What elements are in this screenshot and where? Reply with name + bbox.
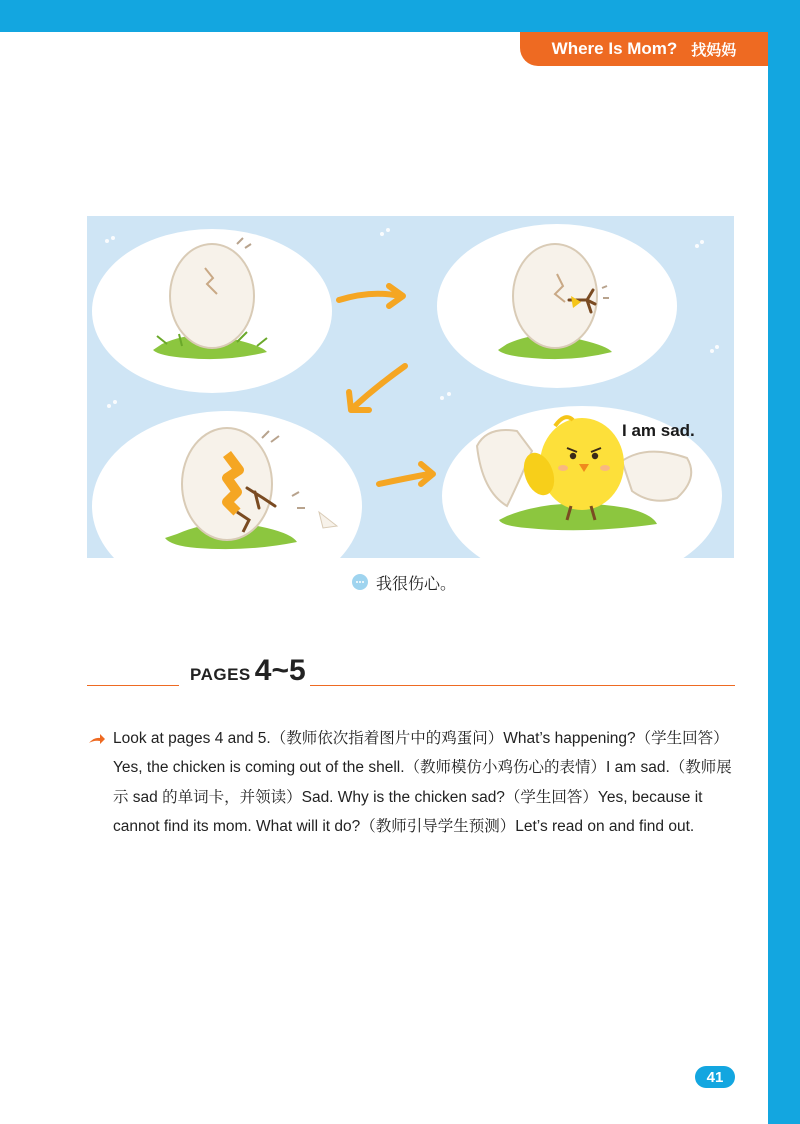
right-border-band — [768, 0, 800, 1124]
caption — [352, 570, 456, 594]
section-heading — [190, 654, 306, 694]
section-rule-left — [87, 685, 179, 686]
speech-text: I am sad. — [622, 421, 695, 440]
top-border-band — [0, 0, 800, 32]
arrow-bullet-icon — [88, 732, 106, 746]
section-label: PAGES — [190, 665, 251, 684]
section-number: 4~5 — [254, 654, 306, 687]
speech-bubble-icon — [352, 574, 368, 590]
body-paragraph: Look at pages 4 and 5.（教师依次指着图片中的鸡蛋问）What’s happening?（学生回答）Yes, the chicken is coming out of the shell.（教师模仿小鸡伤心的表情）I am sad.（教师展示 sad 的单词卡，并领读）Sad. Why is the chicken sad?（学生回答）Yes, because it cannot find its mom. What will it do?（教师引导学生预测）Let’s read on and find out. — [113, 730, 732, 836]
caption-text: 我很伤心。 — [376, 573, 457, 593]
hatching-chick-illustration — [87, 216, 734, 558]
page-number-badge — [695, 1066, 735, 1088]
header-title-en: Where Is Mom? — [551, 39, 678, 58]
section-rule-right — [310, 685, 735, 686]
running-header — [520, 32, 768, 66]
header-title-zh: 找妈妈 — [691, 40, 737, 59]
page-number: 41 — [706, 1068, 724, 1086]
